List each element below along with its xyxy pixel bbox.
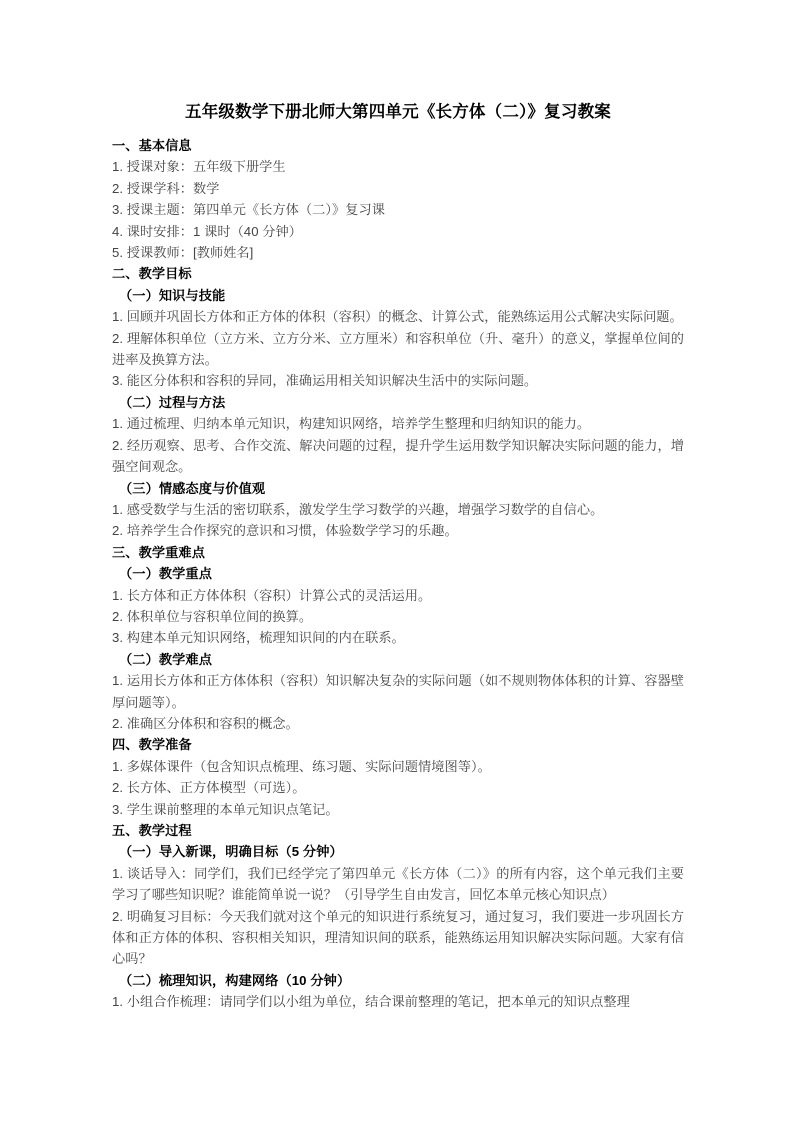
body-paragraph: 2. 授课学科：数学 — [112, 180, 220, 196]
section-heading: 一、基本信息 — [112, 138, 192, 153]
subsection-heading: （一）导入新课，明确目标（5 分钟） — [119, 844, 343, 860]
subsection-heading: （一）教学重点 — [119, 566, 213, 582]
section-heading: 二、教学目标 — [112, 266, 192, 282]
body-paragraph: 1. 谈话导入：同学们，我们已经学完了第四单元《长方体（二）》的所有内容，这个单元我们主要学习了哪些知识呢？谁能简单说一说？（引导学生自由发言，回忆本单元核心知识点） — [112, 865, 684, 903]
body-paragraph: 2. 体积单位与容积单位间的换算。 — [112, 608, 313, 624]
body-paragraph: 4. 课时安排：1 课时（40 分钟） — [112, 223, 303, 239]
body-paragraph: 3. 能区分体积和容积的异同，准确运用相关知识解决生活中的实际问题。 — [112, 373, 538, 389]
body-paragraph: 1. 通过梳理、归纳本单元知识，构建知识网络，培养学生整理和归纳知识的能力。 — [112, 416, 591, 432]
page-title: 五年级数学下册北师大第四单元《长方体（二）》复习教案 — [185, 103, 611, 121]
section-heading: 三、教学重难点 — [112, 544, 206, 560]
document-body — [112, 98, 684, 1013]
subsection-heading: （二）过程与方法 — [119, 394, 226, 410]
body-paragraph: 1. 回顾并巩固长方体和正方体的体积（容积）的概念、计算公式，能熟练运用公式解决实际问题。 — [112, 309, 683, 325]
document-content — [112, 135, 684, 1013]
subsection-heading: （二）梳理知识，构建网络（10 分钟） — [119, 972, 351, 988]
body-paragraph: 2. 长方体、正方体模型（可选）。 — [112, 780, 306, 796]
section-heading: 五、教学过程 — [112, 823, 192, 838]
body-paragraph: 1. 感受数学与生活的密切联系，激发学生学习数学的兴趣，增强学习数学的自信心。 — [112, 501, 604, 517]
subsection-heading: （三）情感态度与价值观 — [119, 480, 266, 496]
body-paragraph: 1. 小组合作梳理：请同学们以小组为单位，结合课前整理的笔记，把本单元的知识点整理 — [112, 994, 630, 1010]
body-paragraph: 2. 明确复习目标：今天我们就对这个单元的知识进行系统复习，通过复习，我们要进一步巩固长方体和正方体的体积、容积相关知识，理清知识间的联系，能熟练运用知识解决实际问题。大家有信心吗？ — [112, 908, 684, 967]
body-paragraph: 1. 长方体和正方体体积（容积）计算公式的灵活运用。 — [112, 587, 432, 603]
body-paragraph: 2. 经历观察、思考、合作交流、解决问题的过程，提升学生运用数学知识解决实际问题的能力，增强空间观念。 — [112, 437, 684, 475]
body-paragraph: 1. 运用长方体和正方体体积（容积）知识解决复杂的实际问题（如不规则物体体积的计算、容器壁厚问题等）。 — [112, 673, 684, 710]
body-paragraph: 3. 授课主题：第四单元《长方体（二）》复习课 — [112, 202, 385, 218]
subsection-heading: （一）知识与技能 — [119, 287, 226, 303]
body-paragraph: 1. 多媒体课件（包含知识点梳理、练习题、实际问题情境图等）。 — [112, 758, 491, 774]
body-paragraph: 3. 构建本单元知识网络，梳理知识间的内在联系。 — [112, 630, 405, 646]
body-paragraph: 3. 学生课前整理的本单元知识点笔记。 — [112, 801, 339, 817]
section-heading: 四、教学准备 — [112, 737, 192, 753]
body-paragraph: 2. 培养学生合作探究的意识和习惯，体验数学学习的乐趣。 — [112, 523, 458, 539]
subsection-heading: （二）教学难点 — [119, 651, 213, 667]
body-paragraph: 5. 授课教师：[教师姓名] — [112, 245, 254, 261]
body-paragraph: 2. 理解体积单位（立方米、立方分米、立方厘米）和容积单位（升、毫升）的意义，掌握单位间的进率及换算方法。 — [112, 330, 684, 368]
body-paragraph: 1. 授课对象：五年级下册学生 — [112, 159, 286, 175]
body-paragraph: 2. 准确区分体积和容积的概念。 — [112, 715, 299, 731]
